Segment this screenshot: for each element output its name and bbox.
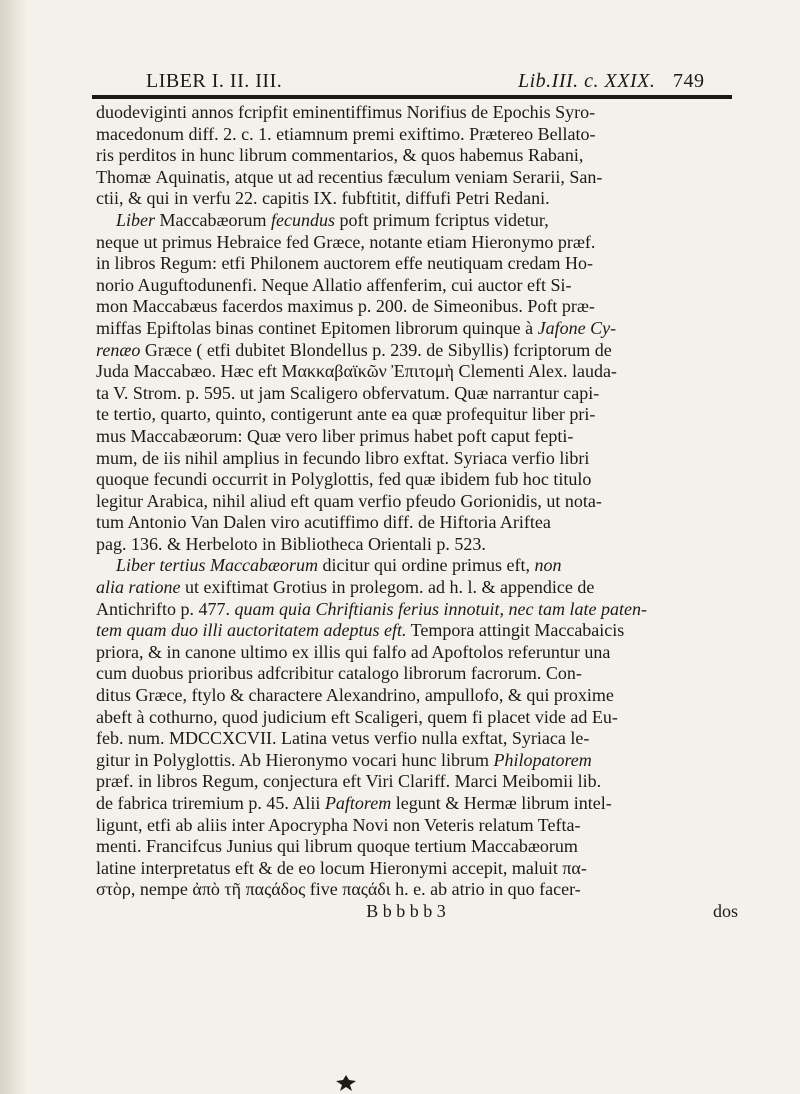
text-line — [96, 296, 738, 318]
line-text-italic: renӕo — [96, 339, 141, 360]
text-line — [96, 448, 738, 470]
text-line — [96, 599, 738, 621]
line-text: latine interpretatus eft & de eo locum Hieronymi accepit, maluit πα- — [96, 857, 587, 878]
line-text: Maccabӕorum — [155, 209, 271, 230]
page-number: 749 — [673, 70, 705, 92]
line-text-italic: non — [534, 555, 562, 576]
line-text: de fabrica triremium p. 45. Alii — [96, 793, 325, 813]
text-line — [96, 188, 738, 210]
text-line — [96, 534, 738, 556]
line-text: miffas Epiftolas binas continet Epitomen librorum quinque à — [96, 317, 538, 338]
running-head — [88, 70, 728, 98]
text-line — [96, 253, 738, 275]
text-line — [96, 707, 738, 729]
header-rule — [92, 95, 732, 99]
line-text-italic: Liber tertius Maccabӕorum — [116, 555, 318, 576]
line-text: Tempora attingit Maccabaicis — [406, 620, 625, 641]
line-text: ris perditos in hunc librum commentarios, & quos habemus Rabani, — [96, 145, 584, 166]
running-title-right: Lib.III. c. XXIX. — [518, 70, 656, 92]
text-line — [96, 491, 738, 513]
text-line — [96, 124, 738, 146]
line-text-italic: quam quia Chriftianis ferius innotuit, nec tam late paten- — [234, 598, 647, 619]
text-line — [96, 642, 738, 664]
line-text: ta V. Strom. p. 595. ut jam Scaligero obfervatum. Quӕ narrantur capi- — [96, 382, 600, 403]
line-text: feb. num. MDCCXCVII. Latina vetus verfio nulla exftat, Syriaca le- — [96, 728, 590, 749]
text-line — [96, 232, 738, 254]
printer-ornament-icon — [334, 1074, 358, 1092]
line-text-italic: Jafone Cy- — [537, 317, 617, 338]
catchword: dos — [712, 900, 738, 921]
line-text: norio Auguftodunenfi. Neque Allatio affenferim, cui auctor eft Si- — [96, 274, 572, 295]
line-text-italic: fecundus — [270, 209, 335, 230]
line-text: gitur in Polyglottis. Ab Hieronymo vocari hunc librum — [96, 749, 494, 770]
text-line — [96, 383, 738, 405]
line-text: ut exiftimat Grotius in prolegom. ad h. l. & appendice de — [180, 577, 595, 598]
text-line — [96, 469, 738, 491]
gutter-shadow — [0, 0, 28, 1094]
line-text-italic: Philopatorem — [493, 749, 592, 770]
line-text: Juda Maccabӕo. Hӕc eft Μακκαβαϊκῶν Ἐπιτομὴ Clementi Alex. lauda- — [96, 361, 617, 382]
text-line — [96, 426, 738, 448]
line-text: duodeviginti annos fcripfit eminentiffimus Norifius de Epochis Syro- — [96, 102, 596, 122]
line-text: pag. 136. & Herbeloto in Bibliotheca Orientali p. 523. — [96, 533, 486, 554]
text-line — [96, 750, 738, 772]
text-line — [96, 879, 738, 901]
text-line — [96, 663, 738, 685]
footer-line — [96, 901, 738, 923]
line-text: tum Antonio Van Dalen viro acutiffimo diff. de Hiftoria Ariftea — [96, 512, 551, 533]
text-line — [96, 340, 738, 362]
line-text: Antichrifto p. 477. — [96, 598, 235, 619]
line-text: ligunt, etfi ab aliis inter Apocrypha Novi non Veteris relatum Tefta- — [96, 814, 581, 835]
text-line — [96, 361, 738, 383]
line-text: mum, de iis nihil amplius in fecundo libro exftat. Syriaca verfio libri — [96, 447, 590, 468]
line-text: poft primum fcriptus videtur, — [334, 209, 549, 230]
body-text — [96, 102, 738, 923]
line-text: legunt & Hermӕ librum intel- — [391, 793, 612, 813]
line-text: priora, & in canone ultimo ex illis qui falfo ad Apoftolos referuntur una — [96, 641, 611, 662]
line-text-italic: Liber — [116, 209, 156, 230]
text-line — [96, 685, 738, 707]
line-text: legitur Arabica, nihil aliud eft quam verfio pfeudo Gorionidis, ut nota- — [96, 490, 602, 511]
signature-mark: B b b b b 3 — [366, 900, 446, 921]
text-line — [96, 102, 738, 124]
text-line — [96, 318, 738, 340]
text-line — [96, 275, 738, 297]
line-text: Grӕce ( etfi dubitet Blondellus p. 239. de Sibyllis) fcriptorum de — [140, 339, 612, 360]
text-line — [96, 577, 738, 599]
line-text: in libros Regum: etfi Philonem auctorem effe neutiquam credam Ho- — [96, 253, 594, 274]
text-line — [96, 404, 738, 426]
line-text-italic: alia ratione — [96, 577, 181, 598]
line-text: abeft à cothurno, quod judicium eft Scaligeri, quem fi placet vide ad Eu- — [96, 706, 618, 727]
text-line — [96, 620, 738, 642]
text-line — [96, 728, 738, 750]
line-text: quoque fecundi occurrit in Polyglottis, fed quӕ ibidem fub hoc titulo — [96, 469, 592, 490]
line-text: dicitur qui ordine primus eft, — [318, 555, 535, 576]
text-line — [96, 836, 738, 858]
line-text: menti. Francifcus Junius qui librum quoque tertium Maccabӕorum — [96, 836, 578, 857]
line-text: Thomӕ Aquinatis, atque ut ad recentius fӕculum veniam Serarii, San- — [96, 166, 603, 187]
line-text: ctii, & qui in verfu 22. capitis IX. fubftitit, diffufi Petri Redani. — [96, 188, 550, 209]
line-text: cum duobus prioribus adfcribitur catalogo librorum facrorum. Con- — [96, 663, 582, 684]
text-line — [96, 512, 738, 534]
line-text: neque ut primus Hebraice fed Grӕce, notante etiam Hieronymo prӕf. — [96, 231, 596, 252]
text-line — [96, 771, 738, 793]
line-text: macedonum diff. 2. c. 1. etiamnum premi exiftimo. Prӕtereo Bellato- — [96, 123, 596, 144]
line-text: mon Maccabӕus facerdos maximus p. 200. de Simeonibus. Poft prӕ- — [96, 296, 595, 317]
text-line — [96, 145, 738, 167]
line-text: te tertio, quarto, quinto, contigerunt ante ea quӕ profequitur liber pri- — [96, 404, 596, 425]
text-line — [96, 167, 738, 189]
text-line — [96, 210, 738, 232]
line-text: prӕf. in libros Regum, conjectura eft Viri Clariff. Marci Meibomii lib. — [96, 771, 602, 792]
line-text: ditus Grӕce, ftylo & charactere Alexandrino, ampullofo, & qui proxime — [96, 685, 614, 706]
line-text-italic: Paftorem — [324, 793, 392, 813]
running-title-left: LIBER I. II. III. — [146, 70, 283, 92]
text-line — [96, 858, 738, 880]
text-line — [96, 793, 738, 815]
line-text: mus Maccabӕorum: Quӕ vero liber primus habet poft caput fepti- — [96, 425, 574, 446]
text-line — [96, 555, 738, 577]
line-text-italic: tem quam duo illi auctoritatem adeptus eft. — [96, 620, 407, 641]
line-text: στὸρ, nempe ἀπὸ τῆ παςάδος five παςάδι h. e. ab atrio in quo facer- — [96, 879, 581, 900]
text-line — [96, 815, 738, 837]
